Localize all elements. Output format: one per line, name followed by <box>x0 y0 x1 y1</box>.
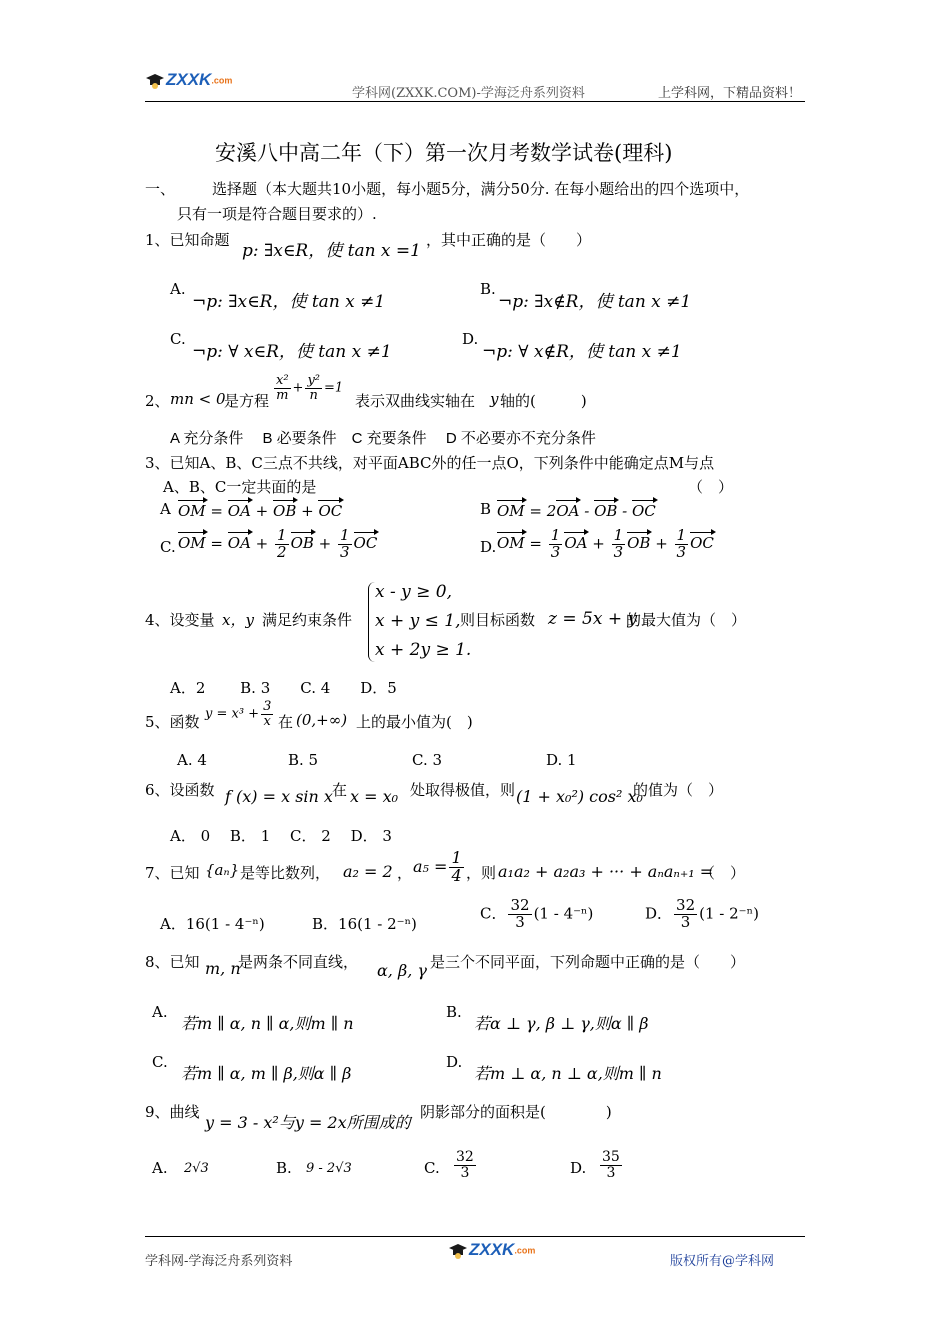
q7-sum: a₁a₂ + a₂a₃ + ··· + aₙaₙ₊₁ = <box>498 862 714 881</box>
q4-number: 4、设变量 <box>145 611 215 629</box>
q4-constraint-3: x + 2y ≥ 1. <box>375 640 472 660</box>
q4-vars: x，y <box>222 611 254 629</box>
q6-tail: 的值为（ ） <box>633 781 724 799</box>
q1-option-b-label: B. <box>480 280 496 298</box>
q7-tail: （ ） <box>700 864 746 882</box>
q1-option-d-label: D. <box>462 330 479 348</box>
q5-interval: (0,+∞) <box>296 711 348 729</box>
q9-option-a-label: A. <box>152 1159 168 1177</box>
q3-option-b-label: B <box>480 500 492 518</box>
q9-tail: 阴影部分的面积是( ) <box>420 1103 612 1121</box>
header-logo-text: ZXXK <box>166 70 212 89</box>
q6-mid: 在 <box>332 781 348 799</box>
q9-number: 9、曲线 <box>145 1103 200 1121</box>
q8-tail: 是三个不同平面，下列命题中正确的是（ ） <box>430 953 746 971</box>
q5-number: 5、函数 <box>145 713 200 731</box>
q2-number: 2、 <box>145 392 170 410</box>
q5-mid: 在 <box>278 713 294 731</box>
q3-answer-paren: （ ） <box>688 478 734 496</box>
q9-curves: y = 3 - x²与y = 2x所围成的 <box>205 1113 411 1132</box>
q8-option-c: 若m ∥ α, m ∥ β,则α ∥ β <box>181 1064 352 1083</box>
q2-fraction-1: $\frac{\text{x²}}{m}$ <box>276 373 289 403</box>
q9-option-b: 9 - 2√3 <box>306 1161 352 1176</box>
q4-constraint-1: x - y ≥ 0, <box>375 582 453 602</box>
header-rule <box>145 101 805 102</box>
q6-options: A． 0 B． 1 C． 2 D． 3 <box>170 827 392 845</box>
q9-option-c: $\frac{32}{3}$ <box>456 1149 474 1181</box>
graduation-cap-icon <box>448 1242 468 1260</box>
q7-number: 7、已知 <box>145 864 200 882</box>
q1-number: 1、已知命题 <box>145 231 230 249</box>
q2-condition: mn < 0 <box>170 390 226 408</box>
q5-fraction: $\frac{3}{x}$ <box>263 699 272 729</box>
footer-rule <box>145 1236 805 1237</box>
graduation-cap-icon <box>145 72 165 90</box>
q9-option-c-label: C. <box>424 1159 440 1177</box>
q8-option-c-label: C. <box>152 1053 168 1071</box>
q7-option-d: D． $\frac{32}{3}$ (1 - 2⁻ⁿ) <box>645 896 759 931</box>
footer-right-text: 版权所有@学科网 <box>670 1254 775 1269</box>
q8-number: 8、已知 <box>145 953 200 971</box>
q7-mid2: ，则 <box>466 864 497 882</box>
q5-option-c: C. 3 <box>412 751 443 769</box>
q3-option-a: OM = OA + OB + OC <box>178 502 343 520</box>
q3-option-b: OM = 2OA - OB - OC <box>497 502 656 520</box>
q5-option-a: A. 4 <box>177 751 207 769</box>
footer-logo <box>448 1240 535 1260</box>
q5-option-b: B. 5 <box>288 751 319 769</box>
q8-option-a-label: A. <box>152 1003 168 1021</box>
q3-option-a-label: A <box>160 500 171 518</box>
q3-option-c-label: C. <box>160 538 176 556</box>
q1-option-a: ¬p: ∃x∈R，使 tan x ≠1 <box>192 292 386 312</box>
q4-tail2: 的最大值为（ ） <box>626 611 747 629</box>
q7-separator: ， <box>397 864 413 882</box>
q3-line1: 3、已知A、B、C三点不共线，对平面ABC外的任一点O，下列条件中能确定点M与点 <box>145 454 715 472</box>
section-number: 一、 <box>145 180 176 198</box>
section-instructions-line1: 选择题（本大题共10小题，每小题5分，满分50分. 在每小题给出的四个选项中， <box>212 180 750 198</box>
q7-a5: a₅ = $\frac{1}{4}$ <box>413 848 462 885</box>
footer-logo-text: ZXXK <box>469 1240 515 1259</box>
section-instructions-line2: 只有一项是符合题目要求的）. <box>177 205 377 223</box>
q7-mid: 是等比数列， <box>240 864 331 882</box>
q1-proposition: p: ∃x∈R，使 tan x =1 <box>242 241 421 261</box>
q2-fraction-2: $\frac{\text{y²}}{n}$ <box>307 373 321 403</box>
q2-mid: 是方程 <box>224 392 270 410</box>
header-center-text: 学科网(ZXXK.COM)-学海泛舟系列资料 <box>352 86 585 101</box>
q3-line2: A、B、C一定共面的是 <box>163 478 317 496</box>
q5-function: y = x³ + $\frac{3}{x}$ <box>205 699 272 729</box>
q7-option-a: A．16(1 - 4⁻ⁿ) <box>160 915 265 933</box>
header-right-text: 上学科网，下精品资料！ <box>658 86 802 101</box>
q4-tail: 则目标函数 <box>460 611 536 629</box>
q8-option-a: 若m ∥ α, n ∥ α,则m ∥ n <box>181 1014 354 1033</box>
q4-constraint-brace <box>368 582 375 662</box>
page-title: 安溪八中高二年（下）第一次月考数学试卷(理科) <box>215 141 673 165</box>
q6-number: 6、设函数 <box>145 781 215 799</box>
q7-a2: a₂ = 2 <box>343 862 393 881</box>
q9-option-b-label: B. <box>276 1159 292 1177</box>
q5-tail: 上的最小值为( ) <box>356 713 473 731</box>
q8-mid: 是两条不同直线， <box>238 953 359 971</box>
q9-option-d-label: D. <box>570 1159 587 1177</box>
q8-option-b: 若α ⊥ γ, β ⊥ γ,则α ∥ β <box>474 1014 649 1033</box>
q3-option-d: OM = $\frac{1}{3}$ OA + $\frac{1}{3}$ OB + $\frac{1}{3}$ OC <box>497 526 714 561</box>
q7-sequence: {aₙ} <box>205 861 240 879</box>
q6-function: f (x) = x sin x <box>225 787 333 806</box>
q3-option-c: OM = OA + $\frac{1}{2}$ OB + $\frac{1}{3}$ OC <box>178 526 378 561</box>
q6-expression: (1 + x₀²) cos² x₀ <box>516 787 643 806</box>
q8-option-d-label: D. <box>446 1053 463 1071</box>
q1-option-c: ¬p: ∀ x∈R，使 tan x ≠1 <box>192 342 392 362</box>
q4-objective: z = 5x + y <box>548 609 638 629</box>
q2-equation: $\frac{\text{x²}}{m}$ + $\frac{\text{y²}}{n}$ =1 <box>276 373 344 403</box>
q7-option-b: B．16(1 - 2⁻ⁿ) <box>312 915 417 933</box>
q4-constraint-2: x + y ≤ 1, <box>375 611 461 631</box>
q1-stem-tail: ，其中正确的是（ ） <box>426 231 592 249</box>
footer-left-text: 学科网-学海泛舟系列资料 <box>145 1254 293 1269</box>
q8-planes: α, β, γ <box>377 961 427 980</box>
q8-lines: m, n <box>205 959 241 978</box>
q1-option-a-label: A. <box>170 280 186 298</box>
q9-option-a: 2√3 <box>184 1161 209 1176</box>
q8-option-b-label: B. <box>446 1003 462 1021</box>
q7-a5-fraction: $\frac{1}{4}$ <box>451 848 462 885</box>
q9-option-d: $\frac{35}{3}$ <box>602 1149 620 1181</box>
q6-mid2: 处取得极值，则 <box>410 781 516 799</box>
header-logo-suffix: .com <box>211 75 233 86</box>
q2-tail2: 轴的( ) <box>500 392 587 410</box>
q7-option-c: C． $\frac{32}{3}$ (1 - 4⁻ⁿ) <box>480 896 594 931</box>
q1-option-b: ¬p: ∃x∉R，使 tan x ≠1 <box>498 292 692 312</box>
q2-options: A 充分条件 B 必要条件 C 充要条件 D 不必要亦不充分条件 <box>170 430 596 447</box>
header-logo <box>145 70 232 90</box>
q6-point: x = x₀ <box>350 787 399 806</box>
q3-option-d-label: D. <box>480 538 497 556</box>
q8-option-d: 若m ⊥ α, n ⊥ α,则m ∥ n <box>474 1064 662 1083</box>
q2-axis: y <box>490 390 499 408</box>
q5-option-d: D. 1 <box>546 751 577 769</box>
q1-option-c-label: C. <box>170 330 186 348</box>
q4-options: A．2 B. 3 C. 4 D．5 <box>170 679 397 697</box>
q4-mid: 满足约束条件 <box>262 611 353 629</box>
q1-option-d: ¬p: ∀ x∉R，使 tan x ≠1 <box>482 342 682 362</box>
q2-tail: 表示双曲线实轴在 <box>355 392 476 410</box>
footer-logo-suffix: .com <box>514 1245 536 1256</box>
